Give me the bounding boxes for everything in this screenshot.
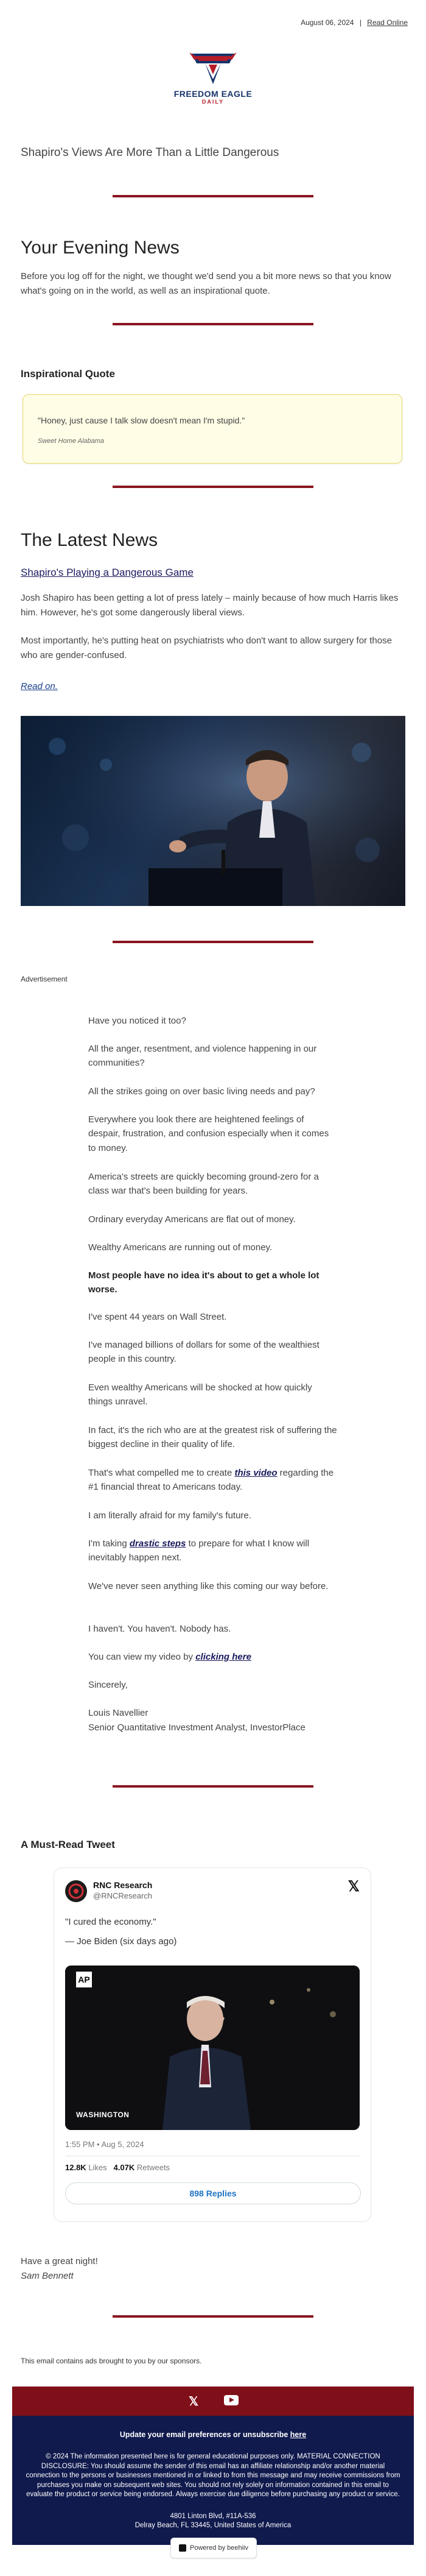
ad-line: Even wealthy Americans will be shocked at how quickly things unravel. — [88, 1382, 312, 1407]
ad-author: Louis Navellier — [88, 1708, 148, 1718]
ad-video-link[interactable]: this video — [234, 1468, 278, 1478]
divider — [113, 323, 313, 325]
ad-view-link[interactable]: clicking here — [195, 1652, 251, 1662]
tweet-timestamp[interactable]: 1:55 PM • Aug 5, 2024 — [65, 2140, 144, 2149]
ad-line: In fact, it's the rich who are at the greatest risk of suffering the biggest decline in their quality of life. — [88, 1425, 337, 1450]
x-logo-icon[interactable]: 𝕏 — [347, 1878, 360, 1895]
ad-line: I've managed billions of dollars for some of the wealthiest people in this country. — [88, 1340, 320, 1365]
quote-text: "Honey, just cause I talk slow doesn't mean I'm stupid." — [38, 416, 245, 425]
media-caption: WASHINGTON — [76, 2111, 130, 2119]
likes-label: Likes — [88, 2163, 107, 2172]
ad-line: I've spent 44 years on Wall Street. — [88, 1312, 227, 1322]
ad-line: Wealthy Americans are running out of money. — [88, 1242, 273, 1253]
issue-date: August 06, 2024 — [301, 18, 354, 27]
speaker-photo-image — [65, 1966, 360, 2130]
footer-disclaimer: © 2024 The information presented here is for general educational purposes only. MATERIAL CONNECTION DISCLOSURE: You should assume the sender of this email has an affiliate relationship and/or another material connection to the persons or businesses mentioned in or linked to from this message and may receive commissions from purchases you make on subsequent web sites. You should not rely solely on information contained in this email to evaluate the product or service being endorsed. Always exercise due diligence before purchasing any product or service. — [26, 2453, 400, 2499]
social-bar — [12, 2387, 414, 2416]
read-on-link[interactable]: Read on. — [21, 681, 58, 692]
ad-line: America's streets are quickly becoming ground-zero for a class war that's been building for years. — [88, 1172, 319, 1197]
ap-badge: AP — [76, 1972, 92, 1987]
ad-label: Advertisement — [21, 975, 68, 983]
ad-view-line — [88, 1650, 338, 1664]
divider — [113, 941, 313, 943]
top-bar — [0, 0, 426, 43]
ad-video-post: regarding the #1 financial threat to Americans today. — [88, 1468, 334, 1493]
ad-line: I haven't. You haven't. Nobody has. — [88, 1624, 231, 1634]
quote-section-title: Inspirational Quote — [21, 368, 115, 380]
ad-signoff: Sincerely, — [88, 1680, 128, 1690]
divider — [113, 1785, 313, 1788]
brand-logo[interactable] — [0, 50, 426, 117]
ad-steps-line — [88, 1537, 338, 1565]
closing-line: Have a great night! — [21, 2256, 98, 2266]
closing-signature: Sam Bennett — [21, 2271, 74, 2281]
tweet-stats — [65, 2163, 170, 2172]
divider — [113, 2315, 313, 2318]
ad-video-pre: That's what compelled me to create — [88, 1468, 235, 1478]
powered-by-beehiiv-button[interactable] — [170, 2538, 257, 2558]
ad-line: Ordinary everyday Americans are flat out of money. — [88, 1214, 296, 1225]
tweet-author-name[interactable]: RNC Research — [93, 1880, 153, 1890]
article-title-link[interactable]: Shapiro's Playing a Dangerous Game — [21, 567, 194, 578]
tweet-author-handle[interactable]: @RNCResearch — [93, 1891, 152, 1900]
powered-by-text: Powered by beehiiv — [189, 2544, 248, 2552]
sponsor-notice: This email contains ads brought to you by our sponsors. — [21, 2357, 202, 2365]
read-online-link[interactable]: Read Online — [367, 18, 408, 27]
quote-box — [23, 394, 402, 464]
ad-bold-text: Most people have no idea it's about to get a whole lot worse. — [88, 1270, 320, 1295]
retweets-label: Retweets — [136, 2163, 170, 2172]
avatar[interactable] — [65, 1880, 87, 1902]
brand-tagline: DAILY — [201, 99, 225, 105]
ad-steps-link[interactable]: drastic steps — [129, 1538, 186, 1549]
tweet-text-line-2: — Joe Biden (six days ago) — [65, 1936, 177, 1947]
ad-line: I am literally afraid for my family's future. — [88, 1510, 251, 1521]
ad-video-line — [88, 1466, 338, 1495]
likes-count: 12.8K — [65, 2163, 86, 2172]
rnc-logo-icon — [65, 1880, 87, 1902]
ad-line: Have you noticed it too? — [88, 1016, 186, 1026]
date-line — [301, 18, 408, 27]
tweet-media[interactable] — [65, 1966, 360, 2130]
speaker-at-podium-image — [21, 716, 405, 906]
beehiiv-icon — [179, 2544, 186, 2552]
ad-line: We've never seen anything like this coming our way before. — [88, 1581, 329, 1591]
footer — [12, 2416, 414, 2545]
separator: | — [359, 18, 361, 27]
tweet-text-line-1: "I cured the economy." — [65, 1917, 156, 1927]
preferences-line — [12, 2416, 414, 2439]
divider — [113, 486, 313, 488]
evening-news-body: Before you log off for the night, we thought we'd send you a bit more news so that you know what's going on in the world, as well as an inspirational quote. — [21, 271, 391, 296]
embedded-tweet[interactable] — [54, 1867, 371, 2222]
article-paragraph-2: Most importantly, he's putting heat on psychiatrists who don't want to allow surgery for those who are gender-confused. — [21, 635, 392, 660]
preferences-text: Update your email preferences or unsubscribe — [119, 2430, 290, 2439]
email-subject: Shapiro's Views Are More Than a Little Dangerous — [21, 146, 279, 159]
divider — [113, 195, 313, 197]
ad-view-pre: You can view my video by — [88, 1652, 196, 1662]
article-paragraph-1: Josh Shapiro has been getting a lot of press lately – mainly because of how much Harris likes him. However, he's got some dangerously liberal views. — [21, 593, 399, 618]
retweets-count: 4.07K — [113, 2163, 135, 2172]
latest-news-title: The Latest News — [21, 530, 158, 550]
ad-steps-post: to prepare for what I know will inevitably happen next. — [88, 1538, 310, 1563]
article-photo[interactable] — [21, 716, 405, 906]
evening-news-title: Your Evening News — [21, 238, 180, 258]
quote-source: Sweet Home Alabama — [38, 437, 105, 445]
tweet-section-title: A Must-Read Tweet — [21, 1839, 115, 1850]
ad-line: Everywhere you look there are heightened feelings of despair, frustration, and confusion especially when it comes to money. — [88, 1114, 329, 1153]
brand-name: FREEDOM EAGLE — [173, 89, 253, 99]
footer-address-1: 4801 Linton Blvd, #11A-536 — [170, 2512, 256, 2520]
ad-steps-pre: I'm taking — [88, 1538, 130, 1549]
ad-bold-line — [88, 1269, 338, 1297]
eagle-logo-icon — [187, 50, 239, 88]
ad-line: All the anger, resentment, and violence happening in our communities? — [88, 1044, 317, 1069]
replies-button[interactable]: 898 Replies — [65, 2182, 361, 2204]
ad-author-title: Senior Quantitative Investment Analyst, InvestorPlace — [88, 1722, 306, 1733]
ad-line: All the strikes going on over basic living needs and pay? — [88, 1086, 315, 1097]
unsubscribe-link[interactable]: here — [290, 2430, 307, 2439]
youtube-icon[interactable] — [224, 2395, 239, 2405]
x-social-icon[interactable]: 𝕏 — [189, 2395, 199, 2408]
footer-address-2: Delray Beach, FL 33445, United States of America — [134, 2522, 292, 2530]
